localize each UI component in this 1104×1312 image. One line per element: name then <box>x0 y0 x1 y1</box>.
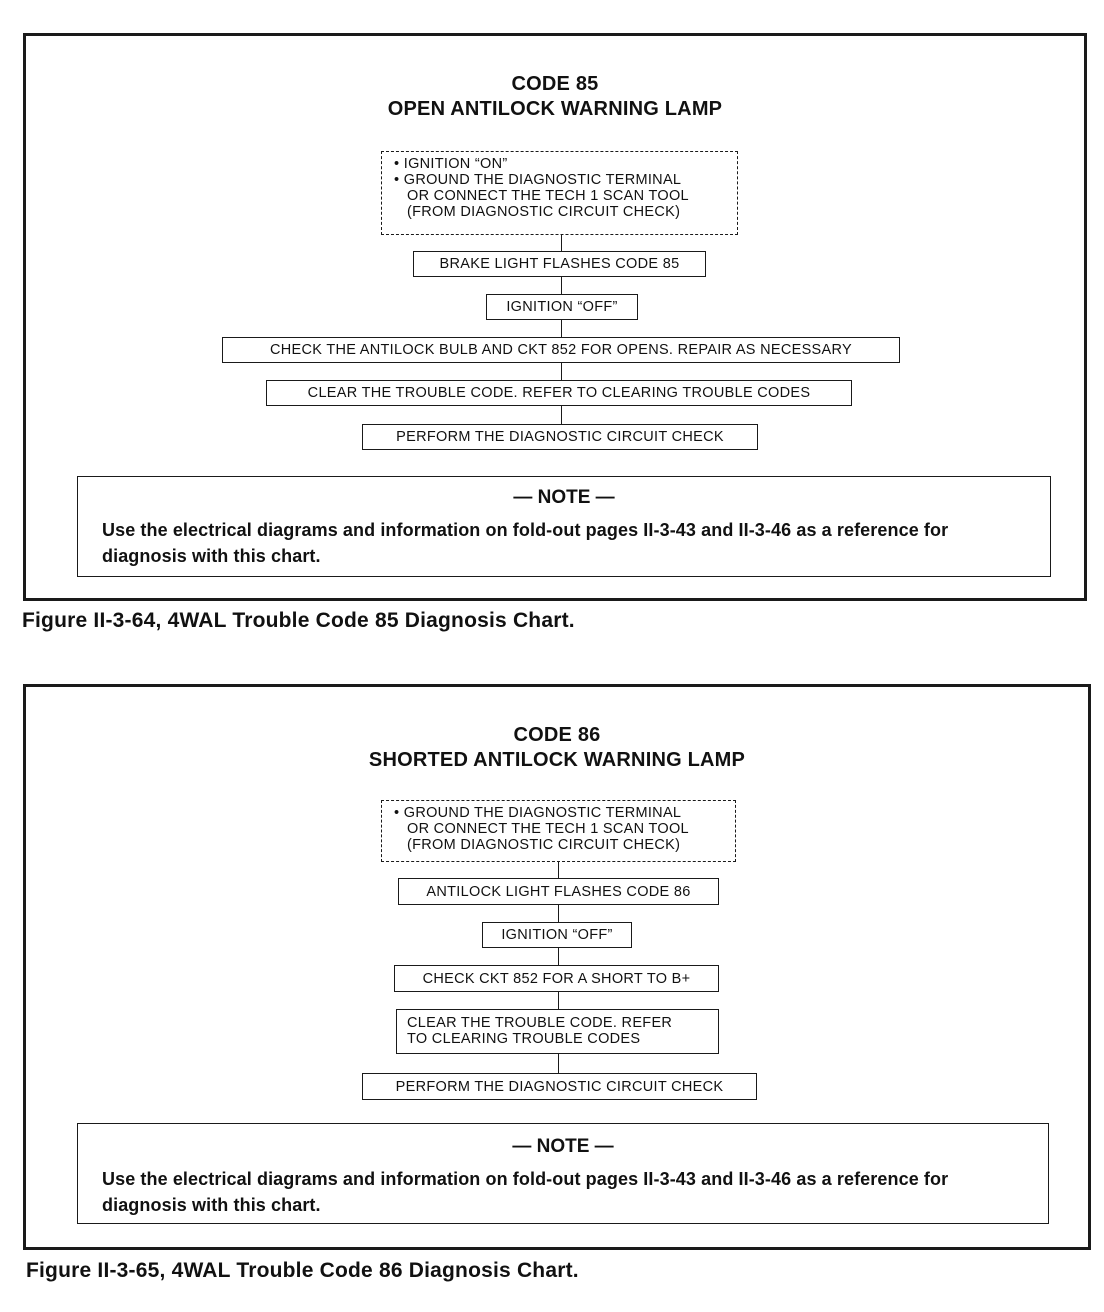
step-box-4: CLEAR THE TROUBLE CODE. REFER TO CLEARING TROUBLE CODES <box>396 1009 719 1054</box>
step-box-2: IGNITION “OFF” <box>486 294 638 320</box>
chart-title <box>26 723 1088 773</box>
step-box-2: IGNITION “OFF” <box>482 922 632 948</box>
figure-caption: Figure II-3-64, 4WAL Trouble Code 85 Diagnosis Chart. <box>22 609 575 632</box>
precondition-item: • GROUND THE DIAGNOSTIC TERMINAL <box>394 805 682 821</box>
note-box <box>77 1123 1049 1224</box>
flow-connector <box>558 1054 559 1074</box>
diagnosis-chart-code-86 <box>23 684 1091 1250</box>
flow-connector <box>558 948 559 966</box>
chart-subtitle: SHORTED ANTILOCK WARNING LAMP <box>368 749 746 771</box>
flow-connector <box>561 406 562 425</box>
diagnosis-chart-code-85 <box>23 33 1087 601</box>
precondition-item: • GROUND THE DIAGNOSTIC TERMINAL <box>394 172 682 188</box>
flow-connector <box>558 862 559 879</box>
precondition-box: • IGNITION “ON” • GROUND THE DIAGNOSTIC TERMINAL OR CONNECT THE TECH 1 SCAN TOOL (FROM DIAGNOSTIC CIRCUIT CHECK) <box>381 151 738 235</box>
precondition-item: • IGNITION “ON” <box>394 156 508 172</box>
chart-code: CODE 85 <box>511 73 599 95</box>
step-box-3: CHECK CKT 852 FOR A SHORT TO B+ <box>394 965 719 992</box>
chart-subtitle: OPEN ANTILOCK WARNING LAMP <box>387 98 723 120</box>
note-text: Use the electrical diagrams and information on fold-out pages II-3-43 and II-3-46 as a reference for diagnosis with this chart. <box>102 520 949 566</box>
precondition-box: • GROUND THE DIAGNOSTIC TERMINAL OR CONNECT THE TECH 1 SCAN TOOL (FROM DIAGNOSTIC CIRCUIT CHECK) <box>381 800 736 862</box>
step-box-4: CLEAR THE TROUBLE CODE. REFER TO CLEARING TROUBLE CODES <box>266 380 852 406</box>
note-title: — NOTE — <box>513 487 615 508</box>
step-box-5: PERFORM THE DIAGNOSTIC CIRCUIT CHECK <box>362 424 758 450</box>
note-title: — NOTE — <box>512 1136 614 1157</box>
step-box-5: PERFORM THE DIAGNOSTIC CIRCUIT CHECK <box>362 1073 757 1100</box>
chart-code: CODE 86 <box>513 724 601 746</box>
flow-connector <box>561 320 562 338</box>
step-box-1: BRAKE LIGHT FLASHES CODE 85 <box>413 251 706 277</box>
note-box <box>77 476 1051 577</box>
step-box-3: CHECK THE ANTILOCK BULB AND CKT 852 FOR OPENS. REPAIR AS NECESSARY <box>222 337 900 363</box>
flow-connector <box>561 235 562 252</box>
chart-title <box>26 72 1084 122</box>
figure-caption: Figure II-3-65, 4WAL Trouble Code 86 Diagnosis Chart. <box>26 1259 579 1282</box>
flow-connector <box>561 277 562 295</box>
step-box-1: ANTILOCK LIGHT FLASHES CODE 86 <box>398 878 719 905</box>
flow-connector <box>558 905 559 923</box>
note-text: Use the electrical diagrams and information on fold-out pages II-3-43 and II-3-46 as a reference for diagnosis with this chart. <box>102 1169 949 1215</box>
flow-connector <box>561 363 562 381</box>
flow-connector <box>558 992 559 1010</box>
